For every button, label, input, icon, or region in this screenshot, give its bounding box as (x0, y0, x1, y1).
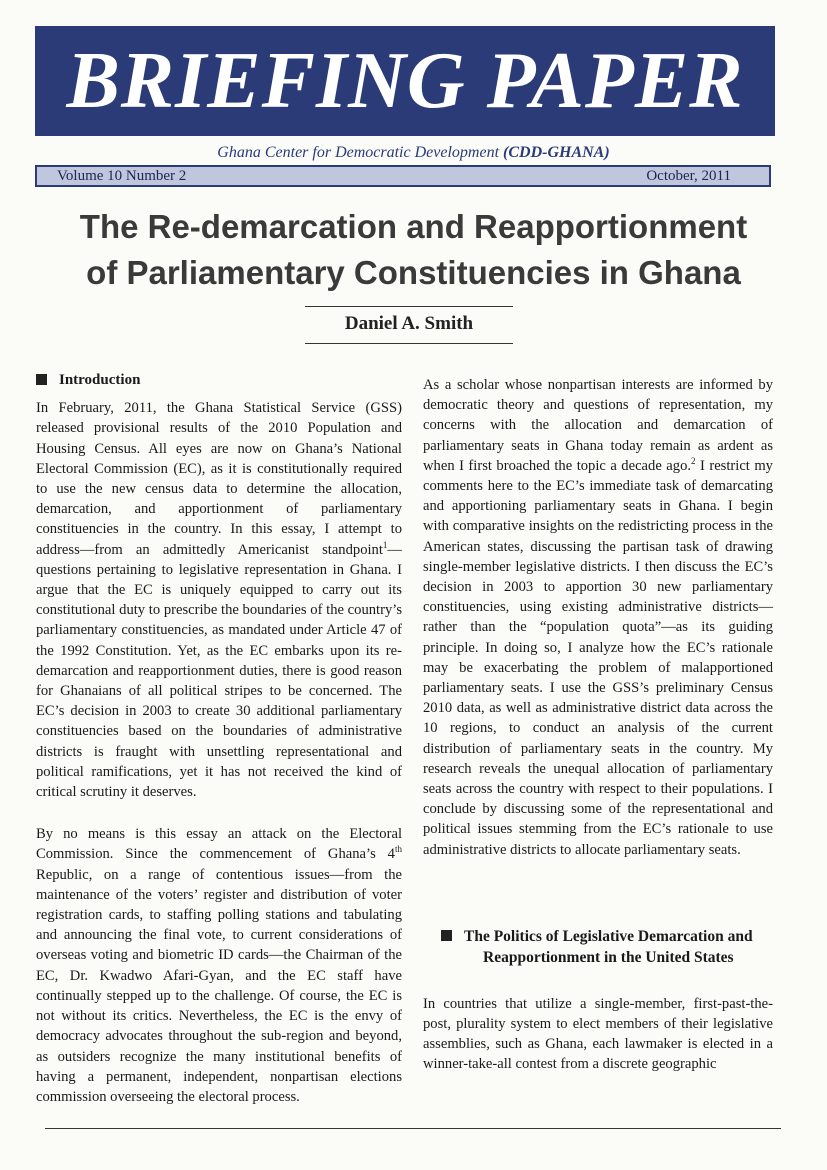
introduction-heading-text: Introduction (59, 372, 141, 388)
masthead-title: BRIEFING PAPER (66, 37, 744, 125)
section-heading-text (464, 926, 753, 968)
right-paragraph-2: In countries that utilize a single-member, first-past-the-post, plurality system to elect members of their legislative assemblies, such as Ghana, each lawmaker is elected in a winner-take-all contest from a discrete geographic (423, 995, 773, 1073)
intro-paragraph-1-text-b: —questions pertaining to legislative representation in Ghana. I argue that the EC is uniquely equipped to carry out its constitutional duty to prescribe the boundaries of the country’s parliamentary constituencies, as mandated under Article 47 of the 1992 Constitution. Yet, as the EC embarks upon its re-demarcation and reapportionment duties, there is good reason for Ghanaians of all political stripes to be concerned. The EC’s decision in 2003 to create 30 additional parliamentary constituencies based on the boundaries of administrative districts is fraught with unsettling representational and political ramifications, yet it has not received the kind of critical scrutiny it deserves. (36, 541, 402, 801)
article-title-line-2: of Parliamentary Constituencies in Ghana (86, 254, 741, 291)
right-paragraph-1-text-b: I restrict my comments here to the EC’s immediate task of demarcating and apportioning parliamentary seats in Ghana. I begin with comparative insights on the redistricting process in the American states, discussing the partisan task of drawing single-member legislative districts. I then discuss the EC’s decision in 2003 to apportion 30 new parliamentary constituencies, using existing administrative districts—rather than the “population quota”—as its guiding principle. In doing so, I analyze how the EC’s rationale may be exacerbating the problem of malapportioned parliamentary seats. I use the GSS’s preliminary Census 2010 data, as well as administrative district data across the 10 regions, to conduct an analysis of the current distribution of parliamentary seats in the country. My research reveals the unequal allocation of parliamentary seats across the country with respect to their populations. I conclude by discussing some of the representational and political issues stemming from the EC’s rationale to use administrative districts to allocate parliamentary seats. (423, 457, 773, 858)
intro-paragraph-1-text-a: In February, 2011, the Ghana Statistical Service (GSS) released provisional results of the 2010 Population and Housing Census. All eyes are now on Ghana’s National Electoral Commission (EC), as it is constitutionally required to use the new census data to determine the allocation, demarcation, and apportionment of parliamentary constituencies in the country. In this essay, I attempt to address—from an admittedly Americanist standpoint (36, 400, 402, 558)
right-paragraph-1-text-a: As a scholar whose nonpartisan interests are informed by democratic theory and questions of representation, my concerns with the allocation and demarcation of parliamentary seats in Ghana today remain as ardent as when I first broached the topic a decade ago. (423, 377, 773, 474)
organization-abbreviation: (CDD-GHANA) (503, 144, 610, 161)
section-heading-line-2: Reapportionment in the United States (483, 948, 734, 966)
intro-paragraph-2 (36, 824, 402, 1107)
author-name: Daniel A. Smith (344, 313, 474, 334)
issue-bar (35, 165, 771, 187)
introduction-heading (36, 370, 402, 390)
section-heading-line-1: The Politics of Legislative Demarcation and (464, 927, 753, 945)
section-heading-us-politics (441, 926, 773, 968)
right-paragraph-1 (423, 375, 773, 860)
right-column (423, 375, 773, 1075)
issue-date: October, 2011 (646, 167, 731, 184)
intro-paragraph-2-text-a: By no means is this essay an attack on the Electoral Commission. Since the commencement of Ghana’s 4 (36, 826, 402, 863)
footer-divider (45, 1128, 781, 1129)
article-title (0, 204, 827, 296)
square-bullet-icon (441, 930, 452, 941)
intro-paragraph-1 (36, 398, 402, 802)
organization-name: Ghana Center for Democratic Development (217, 144, 500, 161)
volume-number: Volume 10 Number 2 (57, 167, 187, 184)
article-title-line-1: The Re-demarcation and Reapportionment (79, 208, 748, 245)
organization-line (0, 144, 827, 162)
intro-paragraph-2-text-b: Republic, on a range of contentious issues—from the maintenance of the voters’ register and distribution of voter registration cards, to staffing polling stations and tabulating and announcing the final vote, to current considerations of overseas voting and biometric ID cards—the Chairman of the EC, Dr. Kwadwo Afari-Gyan, and the EC staff have continually stepped up to the challenge. Of course, the EC is not without its critics. Nevertheless, the EC is the envy of democracy advocates throughout the sub-region and beyond, as outsiders recognize the many institutional benefits of having a permanent, independent, nonpartisan elections commission overseeing the electoral process. (36, 866, 402, 1105)
ordinal-superscript: th (394, 844, 402, 855)
square-bullet-icon (36, 374, 47, 385)
author-block (305, 306, 513, 344)
masthead (35, 26, 775, 136)
footnote-ref-1: 1 (382, 539, 388, 550)
footnote-ref-2: 2 (691, 455, 696, 466)
left-column (36, 370, 402, 1107)
